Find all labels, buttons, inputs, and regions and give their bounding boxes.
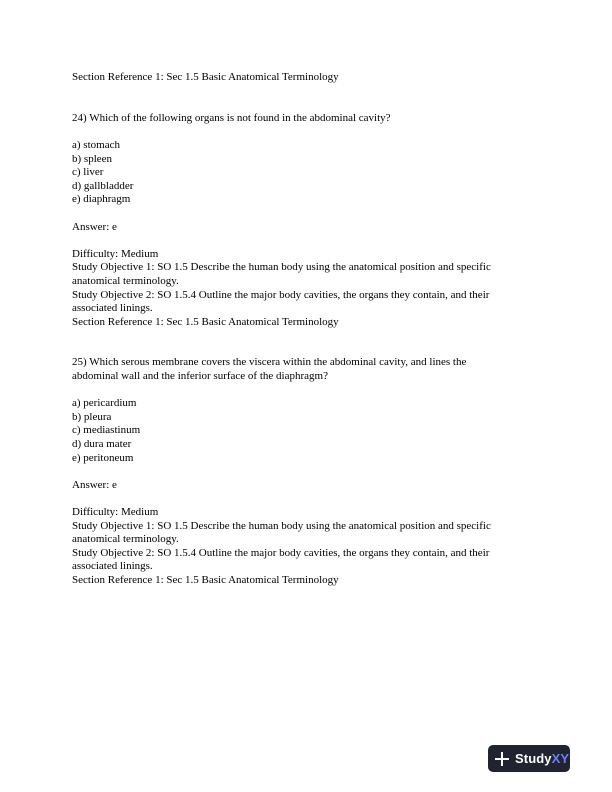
document-page <box>72 71 542 588</box>
answer-key: Answer: e <box>72 478 117 491</box>
answer-option: b) spleen <box>72 152 113 165</box>
study-objective-1-cont: anatomical terminology. <box>72 533 179 546</box>
study-objective-2-cont: associated linings. <box>72 302 153 315</box>
plus-icon <box>495 752 509 766</box>
answer-option: b) pleura <box>72 410 112 423</box>
study-objective-1-cont: anatomical terminology. <box>72 274 179 287</box>
answer-option: e) peritoneum <box>72 451 134 464</box>
answer-option: d) dura mater <box>72 438 132 451</box>
question-text: 25) Which serous membrane covers the viscera within the abdominal cavity, and lines the <box>72 356 467 369</box>
section-reference: Section Reference 1: Sec 1.5 Basic Anatomical Terminology <box>72 315 339 328</box>
question-block <box>72 356 542 587</box>
answer-option: a) stomach <box>72 138 120 151</box>
study-objective-2-cont: associated linings. <box>72 560 153 573</box>
section-reference: Section Reference 1: Sec 1.5 Basic Anatomical Terminology <box>72 71 339 83</box>
difficulty-label: Difficulty: Medium <box>72 506 159 518</box>
brand-prefix: Study <box>515 751 552 766</box>
brand-suffix: XY <box>551 751 570 766</box>
answer-option: c) mediastinum <box>72 424 141 437</box>
study-objective-2: Study Objective 2: SO 1.5.4 Outline the major body cavities, the organs they contain, and their <box>72 288 490 301</box>
study-objective-1: Study Objective 1: SO 1.5 Describe the human body using the anatomical position and specific <box>72 261 491 274</box>
answer-option: e) diaphragm <box>72 193 131 206</box>
answer-option: d) gallbladder <box>72 179 134 192</box>
study-objective-1: Study Objective 1: SO 1.5 Describe the human body using the anatomical position and specific <box>72 519 491 532</box>
answer-key: Answer: e <box>72 220 117 233</box>
question-text: 24) Which of the following organs is not found in the abdominal cavity? <box>72 111 391 124</box>
difficulty-label: Difficulty: Medium <box>72 247 159 260</box>
question-text-cont: abdominal wall and the inferior surface of the diaphragm? <box>72 370 328 383</box>
answer-option: c) liver <box>72 166 104 179</box>
study-objective-2: Study Objective 2: SO 1.5.4 Outline the major body cavities, the organs they contain, and their <box>72 546 490 559</box>
question-block <box>72 112 542 330</box>
studyxy-watermark-badge[interactable] <box>488 745 570 772</box>
studyxy-logo-text <box>515 751 569 766</box>
section-reference: Section Reference 1: Sec 1.5 Basic Anatomical Terminology <box>72 573 339 586</box>
answer-option: a) pericardium <box>72 397 137 410</box>
